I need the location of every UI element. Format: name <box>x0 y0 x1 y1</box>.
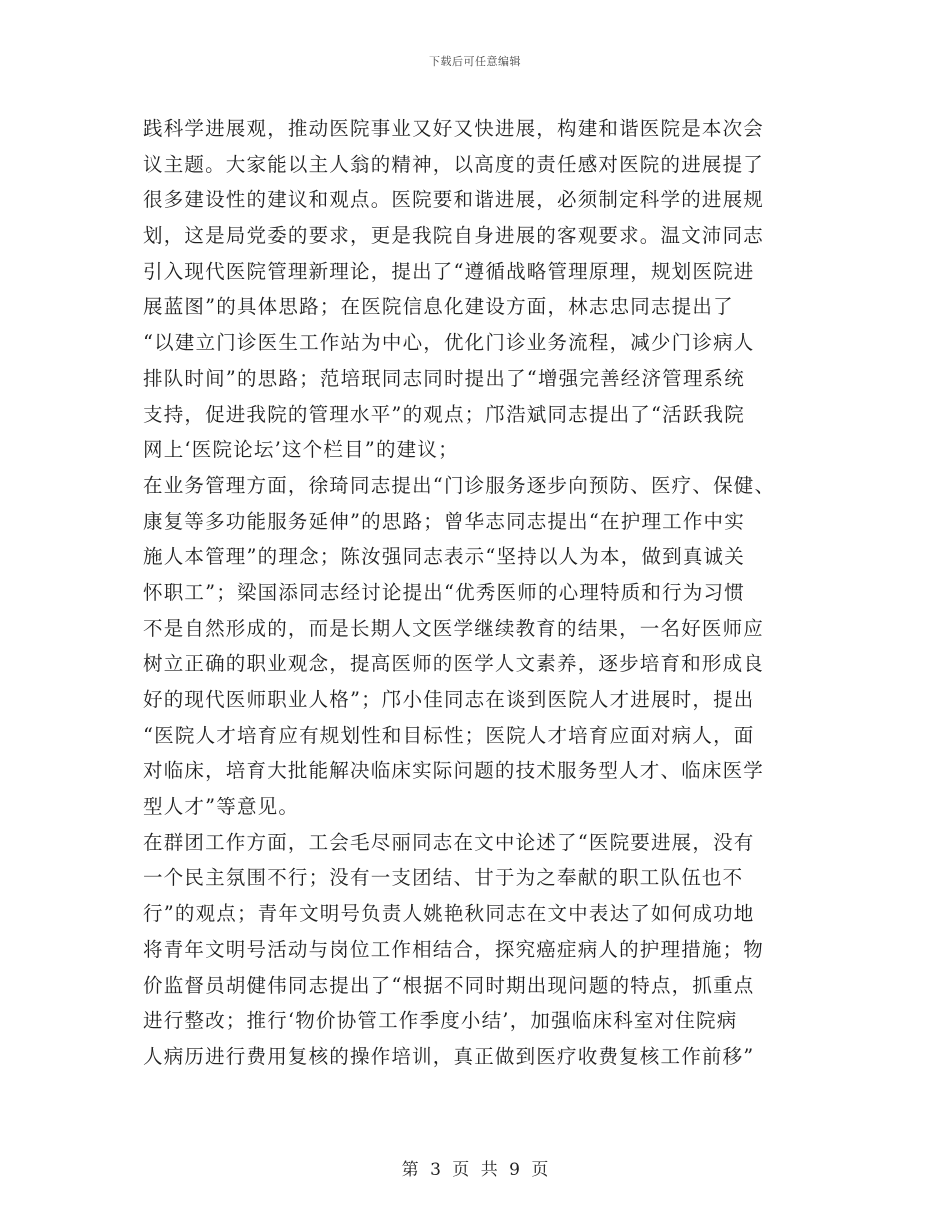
text-line: 价监督员胡健伟同志提出了“根据不同时期出现问题的特点，抓重点 <box>143 973 755 997</box>
text-line: 一个民主氛围不行；没有一支团结、甘于为之奉献的职工队伍也不 <box>143 866 744 890</box>
text-line: “以建立门诊医生工作站为中心，优化门诊业务流程，减少门诊病人 <box>143 331 755 355</box>
text-line: 人病历进行费用复核的操作培训，真正做到医疗收费复核工作前移” <box>143 1044 755 1068</box>
document-body <box>143 111 815 1075</box>
text-line: 展蓝图”的具体思路；在医院信息化建设方面，林志忠同志提出了 <box>143 295 734 319</box>
text-line: 对临床，培育大批能解决临床实际问题的技术服务型人才、临床医学 <box>143 759 765 783</box>
page-number: 第 3 页 共 9 页 <box>401 1160 549 1180</box>
text-line: 好的现代医师职业人格”；邝小佳同志在谈到医院人才进展时，提出 <box>143 688 755 711</box>
text-line: 划，这是局党委的要求，更是我院自身进展的客观要求。温文沛同志 <box>143 224 765 248</box>
text-line: 将青年文明号活动与岗位工作相结合，探究癌症病人的护理措施；物 <box>143 937 765 961</box>
text-line: 行”的观点；青年文明号负责人姚艳秋同志在文中表达了如何成功地 <box>143 902 755 926</box>
text-line: 网上‘医院论坛’这个栏目”的建议； <box>143 438 459 462</box>
text-line: 型人才”等意见。 <box>143 795 300 819</box>
text-line: 树立正确的职业观念，提高医师的医学人文素养，逐步培育和形成良 <box>143 652 765 676</box>
text-line: 很多建设性的建议和观点。医院要和谐进展，必须制定科学的进展规 <box>143 188 765 212</box>
text-line: 践科学进展观，推动医院事业又好又快进展，构建和谐医院是本次会 <box>143 117 765 140</box>
text-line: 不是自然形成的，而是长期人文医学继续教育的结果，一名好医师应 <box>143 616 765 640</box>
text-line: 施人本管理”的理念；陈汝强同志表示“坚持以人为本，做到真诚关 <box>143 545 745 569</box>
text-line: 在群团工作方面，工会毛尽丽同志在文中论述了“医院要进展，没有 <box>143 830 755 854</box>
header-note: 下载后可任意编辑 <box>429 55 521 68</box>
text-line: 康复等多功能服务延伸”的思路；曾华志同志提出“在护理工作中实 <box>143 509 745 533</box>
text-line: 引入现代医院管理新理论，提出了“遵循战略管理原理，规划医院进 <box>143 259 755 283</box>
text-line: 排队时间”的思路；范培珉同志同时提出了“增强完善经济管理系统 <box>143 366 745 390</box>
text-line: 进行整改；推行‘物价协管工作季度小结’，加强临床科室对住院病 <box>143 1009 738 1033</box>
text-line: “医院人才培育应有规划性和目标性；医院人才培育应面对病人，面 <box>143 723 755 747</box>
text-line: 议主题。大家能以主人翁的精神，以高度的责任感对医院的进展提了 <box>143 152 765 176</box>
text-line: 支持，促进我院的管理水平”的观点；邝浩斌同志提出了“活跃我院 <box>143 402 745 426</box>
text-line: 怀职工”；梁国添同志经讨论提出“优秀医师的心理特质和行为习惯 <box>143 580 745 604</box>
text-line: 在业务管理方面，徐琦同志提出“门诊服务逐步向预防、医疗、保健、 <box>143 473 776 497</box>
